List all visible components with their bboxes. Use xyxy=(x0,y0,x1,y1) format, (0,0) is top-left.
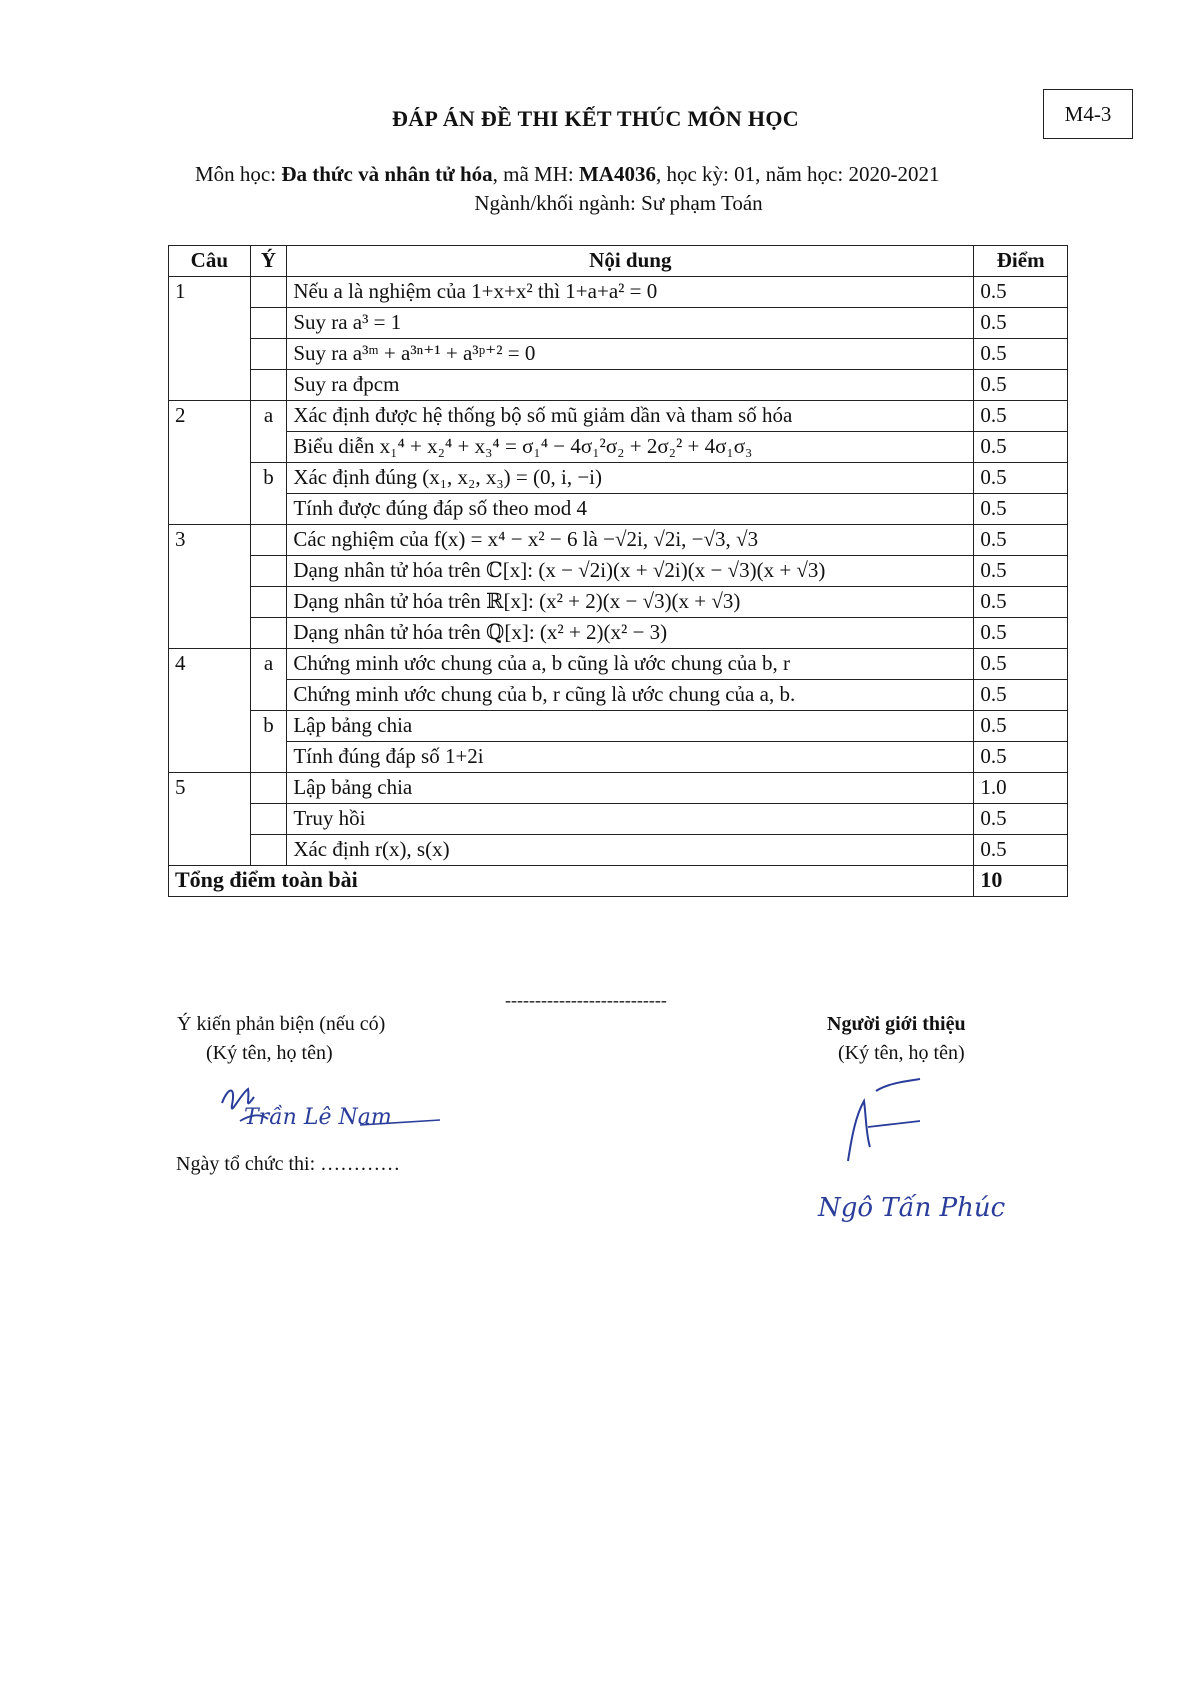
content-cell: Biểu diễn x₁⁴ + x₂⁴ + x₃⁴ = σ₁⁴ − 4σ₁²σ₂ + 2σ₂² + 4σ₁σ₃ xyxy=(287,432,974,463)
question-number: 1 xyxy=(169,277,251,401)
score-cell: 0.5 xyxy=(974,587,1068,618)
table-row xyxy=(169,432,1068,463)
table-row xyxy=(169,525,1068,556)
course-code: MA4036 xyxy=(578,162,656,186)
table-row xyxy=(169,401,1068,432)
score-cell: 0.5 xyxy=(974,804,1068,835)
score-cell: 0.5 xyxy=(974,711,1068,742)
part-cell xyxy=(250,835,287,866)
content-cell: Suy ra đpcm xyxy=(287,370,974,401)
part-cell: a xyxy=(250,649,287,711)
part-cell xyxy=(250,370,287,401)
score-cell: 0.5 xyxy=(974,835,1068,866)
question-number: 2 xyxy=(169,401,251,525)
table-row xyxy=(169,587,1068,618)
course-code-prefix: , mã MH: xyxy=(492,162,579,186)
course-prefix: Môn học: xyxy=(195,162,282,186)
introducer-sign-instruction: (Ký tên, họ tên) xyxy=(838,1042,965,1064)
part-cell xyxy=(250,773,287,804)
table-row xyxy=(169,463,1068,494)
part-cell xyxy=(250,308,287,339)
question-number: 4 xyxy=(169,649,251,773)
part-cell xyxy=(250,587,287,618)
table-row xyxy=(169,618,1068,649)
score-cell: 0.5 xyxy=(974,494,1068,525)
content-cell: Suy ra a³ᵐ + a³ⁿ⁺¹ + a³ᵖ⁺² = 0 xyxy=(287,339,974,370)
content-cell: Các nghiệm của f(x) = x⁴ − x² − 6 là −√2i, √2i, −√3, √3 xyxy=(287,525,974,556)
table-row xyxy=(169,835,1068,866)
part-cell: b xyxy=(250,463,287,525)
part-cell xyxy=(250,525,287,556)
course-suffix: , học kỳ: 01, năm học: 2020-2021 xyxy=(655,162,940,186)
total-score: 10 xyxy=(974,866,1068,897)
part-cell xyxy=(250,618,287,649)
introducer-signature-stroke xyxy=(808,1075,1008,1175)
reviewer-signature-name: Trần Lê Nam xyxy=(244,1105,392,1130)
content-cell: Chứng minh ước chung của b, r cũng là ước chung của a, b. xyxy=(287,680,974,711)
table-row xyxy=(169,711,1068,742)
part-cell: a xyxy=(250,401,287,463)
score-cell: 0.5 xyxy=(974,370,1068,401)
content-cell: Tính đúng đáp số 1+2i xyxy=(287,742,974,773)
introducer-signature xyxy=(808,1075,1008,1223)
total-row xyxy=(169,866,1068,897)
content-cell: Xác định r(x), s(x) xyxy=(287,835,974,866)
total-label: Tổng điểm toàn bài xyxy=(169,866,974,897)
content-cell: Dạng nhân tử hóa trên ℝ[x]: (x² + 2)(x − √3)(x + √3) xyxy=(287,587,974,618)
content-cell: Dạng nhân tử hóa trên ℚ[x]: (x² + 2)(x² − 3) xyxy=(287,618,974,649)
score-cell: 0.5 xyxy=(974,432,1068,463)
score-cell: 0.5 xyxy=(974,463,1068,494)
score-cell: 0.5 xyxy=(974,742,1068,773)
table-row xyxy=(169,494,1068,525)
score-cell: 1.0 xyxy=(974,773,1068,804)
document-code: M4-3 xyxy=(1064,101,1112,126)
content-cell: Xác định được hệ thống bộ số mũ giảm dần và tham số hóa xyxy=(287,401,974,432)
introducer-label: Người giới thiệu xyxy=(827,1013,966,1035)
table-row xyxy=(169,804,1068,835)
table-row xyxy=(169,680,1068,711)
score-cell: 0.5 xyxy=(974,525,1068,556)
page-title: ĐÁP ÁN ĐỀ THI KẾT THÚC MÔN HỌC xyxy=(392,106,799,131)
header-question: Câu xyxy=(169,246,251,277)
score-cell: 0.5 xyxy=(974,680,1068,711)
part-cell xyxy=(250,277,287,308)
reviewer-label: Ý kiến phản biện (nếu có) xyxy=(177,1013,386,1035)
content-cell: Xác định đúng (x₁, x₂, x₃) = (0, i, −i) xyxy=(287,463,974,494)
table-row xyxy=(169,773,1068,804)
content-cell: Chứng minh ước chung của a, b cũng là ước chung của b, r xyxy=(287,649,974,680)
score-cell: 0.5 xyxy=(974,401,1068,432)
table-header-row xyxy=(169,246,1068,277)
introducer-signature-name: Ngô Tấn Phúc xyxy=(818,1193,1006,1223)
header-content: Nội dung xyxy=(287,246,974,277)
reviewer-signature xyxy=(210,1075,450,1150)
score-cell: 0.5 xyxy=(974,308,1068,339)
table-row xyxy=(169,339,1068,370)
course-line xyxy=(195,162,939,187)
header-part: Ý xyxy=(250,246,287,277)
score-cell: 0.5 xyxy=(974,649,1068,680)
content-cell: Nếu a là nghiệm của 1+x+x² thì 1+a+a² = 0 xyxy=(287,277,974,308)
content-cell: Lập bảng chia xyxy=(287,711,974,742)
reviewer-sign-instruction: (Ký tên, họ tên) xyxy=(206,1042,333,1064)
score-cell: 0.5 xyxy=(974,618,1068,649)
score-cell: 0.5 xyxy=(974,556,1068,587)
table-row xyxy=(169,370,1068,401)
score-cell: 0.5 xyxy=(974,339,1068,370)
part-cell: b xyxy=(250,711,287,773)
question-number: 5 xyxy=(169,773,251,866)
grading-table xyxy=(168,245,1068,897)
table-row xyxy=(169,556,1068,587)
exam-date-line: Ngày tổ chức thi: ………… xyxy=(176,1153,401,1175)
content-cell: Lập bảng chia xyxy=(287,773,974,804)
content-cell: Suy ra a³ = 1 xyxy=(287,308,974,339)
header-score: Điểm xyxy=(974,246,1068,277)
table-row xyxy=(169,308,1068,339)
table-row xyxy=(169,742,1068,773)
score-cell: 0.5 xyxy=(974,277,1068,308)
separator-line: --------------------------- xyxy=(505,990,667,1010)
content-cell: Dạng nhân tử hóa trên ℂ[x]: (x − √2i)(x + √2i)(x − √3)(x + √3) xyxy=(287,556,974,587)
course-name: Đa thức và nhân tử hóa xyxy=(281,162,493,186)
content-cell: Tính được đúng đáp số theo mod 4 xyxy=(287,494,974,525)
part-cell xyxy=(250,804,287,835)
part-cell xyxy=(250,556,287,587)
table-row xyxy=(169,277,1068,308)
table-row xyxy=(169,649,1068,680)
content-cell: Truy hồi xyxy=(287,804,974,835)
question-number: 3 xyxy=(169,525,251,649)
part-cell xyxy=(250,339,287,370)
major-line: Ngành/khối ngành: Sư phạm Toán xyxy=(474,191,763,215)
